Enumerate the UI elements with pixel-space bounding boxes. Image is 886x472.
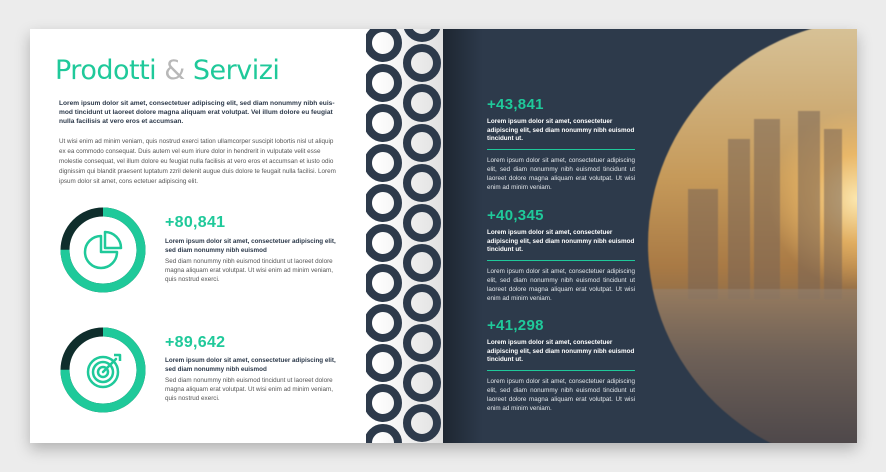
title-main: Prodotti [55,55,157,86]
divider [487,149,635,150]
stat-ring-2 [59,326,147,414]
right-page [443,29,857,443]
divider [487,260,635,261]
pattern-ring [407,29,437,38]
building-shape [798,111,820,299]
city-skyline-photo [648,29,857,443]
divider [487,370,635,371]
right-stat-text-3: Lorem ipsum dolor sit amet, consectetuer adipiscing elit, sed diam nonummy nibh euismod tincidunt ut laoreet dolore magna aliquam erat volutpat. Ut wisi enim ad minim veniam. [487,378,635,412]
stat-value-1: +80,841 [165,214,226,231]
pattern-ring [407,88,437,118]
stat-text-2: Sed diam nonummy nibh euismod tincidunt ut laoreet dolore magna aliquam erat volutpat. Ut wisi enim ad minim veniam, quis nostrud exerci. [165,377,333,402]
page-title [55,55,279,86]
waterfront [648,289,857,443]
pattern-ring [368,308,398,338]
intro-bold-paragraph: Lorem ipsum dolor sit amet, consectetuer adipiscing elit, sed diam nonummy nibh euis-mod tincidunt ut laoreet dolore magna aliquam erat volutpat. Vel illum dolore eu feugiat nulla facilisis at vero eros et accumsan. [59,100,335,125]
right-stat-value-2: +40,345 [487,207,544,224]
right-stat-bold-1: Lorem ipsum dolor sit amet, consectetuer adipiscing elit, sed diam nonummy nibh euismod tincidunt ut. [487,118,635,143]
pattern-ring [407,288,437,318]
pattern-ring [407,48,437,78]
building-shape [824,129,842,299]
pattern-ring [368,68,398,98]
pattern-ring [368,148,398,178]
pattern-ring [368,108,398,138]
pattern-ring [407,368,437,398]
right-stat-value-1: +43,841 [487,96,544,113]
pattern-ring [407,128,437,158]
right-stat-bold-3: Lorem ipsum dolor sit amet, consectetuer adipiscing elit, sed diam nonummy nibh euismod tincidunt ut. [487,339,635,364]
right-stat-bold-2: Lorem ipsum dolor sit amet, consectetuer adipiscing elit, sed diam nonummy nibh euismod tincidunt ut. [487,229,635,254]
intro-body-paragraph: Ut wisi enim ad minim veniam, quis nostrud exerci tation ullamcorper suscipit lobortis nisl ut aliquip ex ea commodo consequat. Duis autem vel eum iriure dolor in hendrerit in vulputate velit esse molestie consequat, vel illum dolore eu feugiat nulla facilisis at vero eros et accumsan et iusto odio dignissim qui blandit praesent luptatum zzril delenit augue duis dolore te feugait nulla facilisi. Lorem ipsum dolor sit amet, cons ectetuer adipiscing elit. [59,138,336,185]
pattern-ring [368,428,398,443]
right-stat-value-3: +41,298 [487,317,544,334]
title-tail: Servizi [192,55,280,86]
pattern-ring [407,248,437,278]
pattern-ring [368,228,398,258]
stat-bold-1: Lorem ipsum dolor sit amet, consectetuer adipiscing elit, sed diam nonummy nibh euismod [165,238,336,254]
pattern-ring [407,408,437,438]
building-shape [754,119,780,299]
target-icon [59,326,147,414]
pattern-ring [407,328,437,358]
pie-chart-icon [59,206,147,294]
title-ampersand: & [164,55,185,86]
pattern-ring [368,388,398,418]
stat-ring-1 [59,206,147,294]
stat-value-2: +89,642 [165,334,226,351]
pattern-ring [368,268,398,298]
pattern-ring [368,29,398,58]
pattern-ring [368,188,398,218]
right-stat-text-1: Lorem ipsum dolor sit amet, consectetuer adipiscing elit, sed diam nonummy nibh euismod tincidunt ut laoreet dolore magna aliquam erat volutpat. Ut wisi enim ad minim veniam. [487,157,635,191]
pattern-ring [368,348,398,378]
pattern-ring [407,168,437,198]
stat-text-1: Sed diam nonummy nibh euismod tincidunt ut laoreet dolore magna aliquam erat volutpat. Ut wisi enim ad minim veniam, quis nostrud exerci. [165,258,333,283]
ring-pattern [366,29,444,443]
stat-bold-2: Lorem ipsum dolor sit amet, consectetuer adipiscing elit, sed diam nonummy nibh euismod [165,357,336,373]
right-stat-text-2: Lorem ipsum dolor sit amet, consectetuer adipiscing elit, sed diam nonummy nibh euismod tincidunt ut laoreet dolore magna aliquam erat volutpat. Ut wisi enim ad minim veniam. [487,268,635,302]
building-shape [728,139,750,299]
brochure-spread [30,29,857,443]
building-shape [688,189,718,299]
pattern-ring [407,208,437,238]
